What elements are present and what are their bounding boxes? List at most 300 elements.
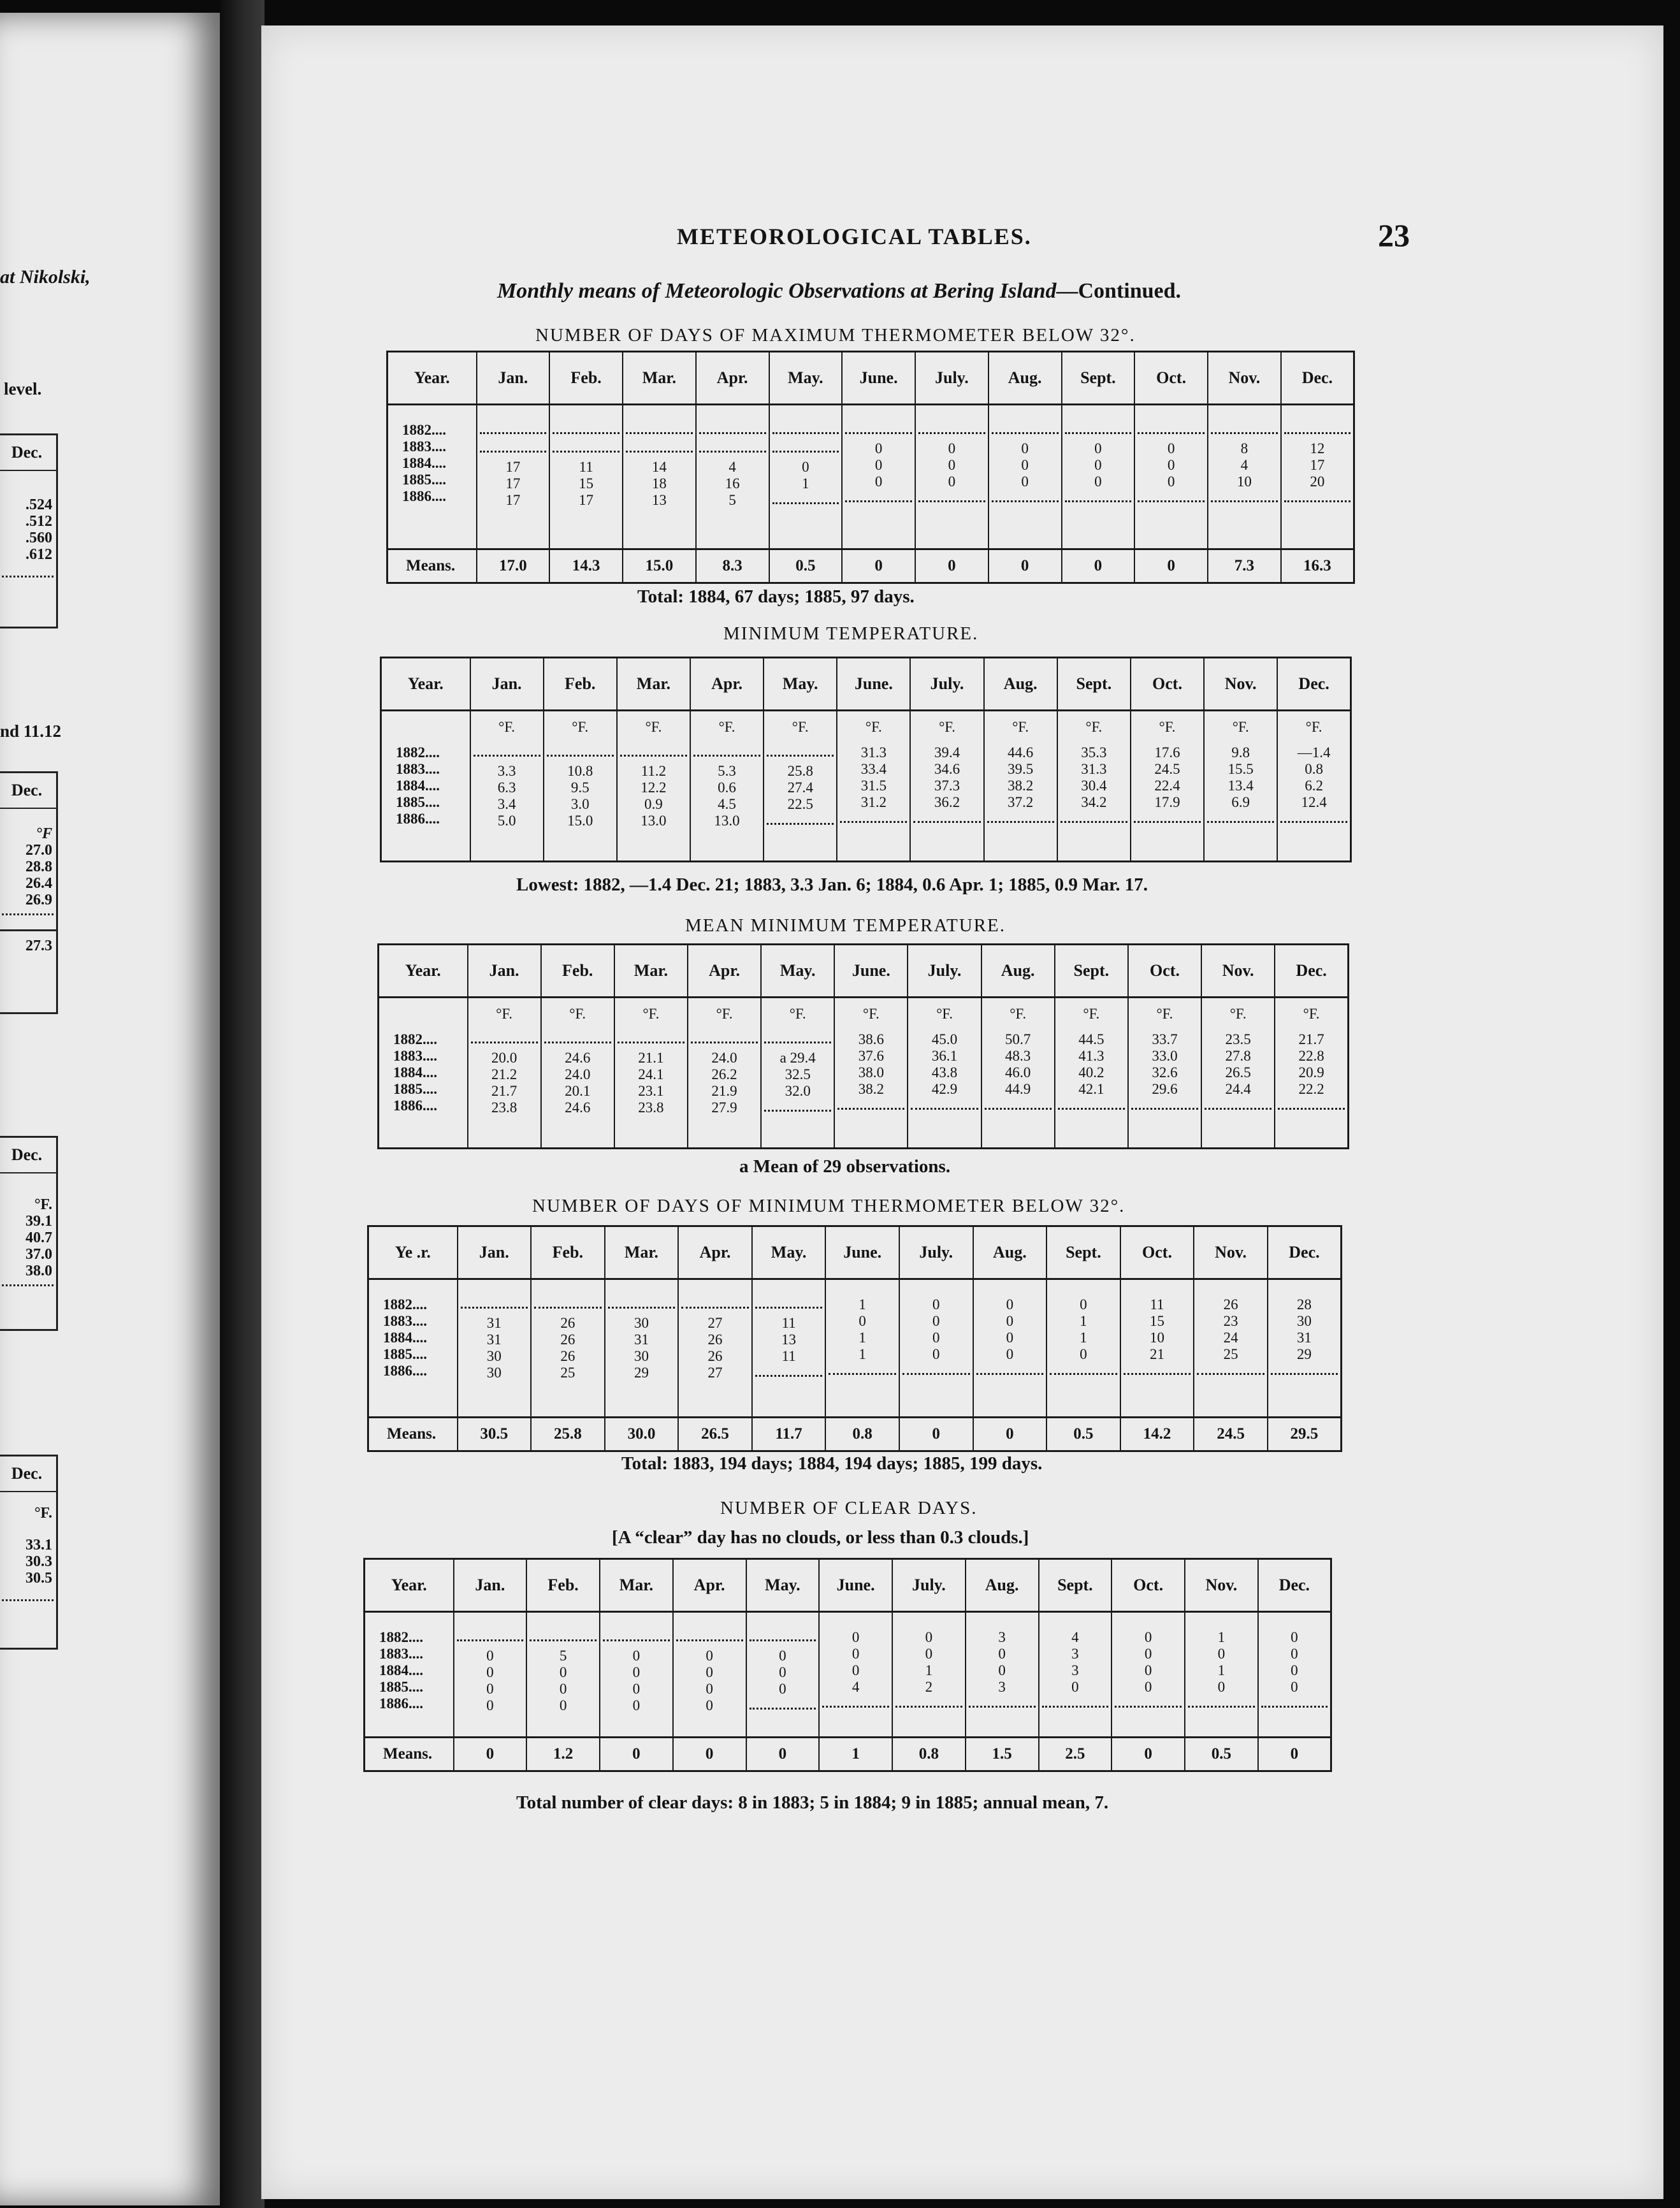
table-cell-value: 16 (725, 476, 740, 491)
table-cell-value: 31 (1296, 1330, 1312, 1346)
table-cell-value (1050, 1363, 1117, 1375)
table-cell-value: 0 (948, 474, 956, 490)
table-cell-value: 0 (851, 1629, 860, 1645)
table-cell-value: 17 (1310, 457, 1325, 473)
table-cell-value: 10.8 (567, 763, 593, 779)
table-footnote: Lowest: 1882, —1.4 Dec. 21; 1883, 3.3 Jan. 6; 1884, 0.6 Apr. 1; 1885, 0.9 Mar. 17. (516, 875, 1148, 895)
table-cell-value (1261, 1696, 1328, 1708)
table-cell-value: 0 (932, 1296, 940, 1312)
unit-label: °F. (569, 1006, 586, 1022)
table-cell-value: 0 (874, 474, 883, 490)
table-cell-value (681, 1296, 749, 1309)
year-label: 1884.... (383, 1330, 427, 1346)
table-cell-value: 44.6 (1008, 744, 1034, 760)
book-page (261, 25, 1663, 2199)
table-cell-value (699, 440, 766, 453)
book-gutter (220, 0, 264, 2208)
month-values-cell (1046, 1279, 1120, 1418)
unit-label: °F. (1010, 1006, 1027, 1022)
table-cell-value (530, 1629, 597, 1641)
month-column-header: Nov. (1201, 945, 1275, 998)
mean-value: 0.5 (1185, 1738, 1258, 1771)
table-cell-value: 13 (651, 492, 667, 508)
table-subtitle: [A “clear” day has no clouds, or less than 0.3 clouds.] (612, 1527, 1029, 1548)
table-cell-value (985, 1098, 1052, 1110)
table-cell-value: 0 (779, 1664, 786, 1680)
year-label: 1886.... (402, 488, 446, 504)
table-cell-value (608, 1296, 676, 1309)
mean-value: 0 (842, 549, 915, 583)
table-cell-value: 0 (559, 1664, 567, 1680)
table-cell-value: 43.8 (931, 1064, 958, 1080)
table-cell-value: 24.1 (638, 1066, 664, 1082)
table-cell-value (992, 490, 1059, 502)
mean-value: 0.5 (769, 549, 843, 583)
table-cell-value: 17 (579, 492, 594, 508)
table-cell-value: 4 (851, 1679, 860, 1695)
month-values-cell (623, 405, 696, 549)
table-title: MEAN MINIMUM TEMPERATURE. (685, 915, 1006, 936)
table-cell-value (755, 1365, 823, 1377)
table-cell-value: 0 (932, 1330, 940, 1346)
table-cell-value (626, 440, 693, 453)
means-row (365, 1738, 1331, 1771)
month-values-cell (910, 711, 983, 862)
table-cell-value (461, 1296, 528, 1309)
table-cell-value (1278, 1098, 1345, 1110)
table-cell-value: 22.2 (1298, 1081, 1324, 1097)
table-cell-value: 1 (802, 476, 809, 491)
table-cell-value: 0 (632, 1681, 641, 1697)
mean-value: 0 (915, 549, 988, 583)
table-cell-value: 5 (728, 492, 736, 508)
table-cell-value: 37.6 (858, 1048, 884, 1064)
table-cell-value: 4.5 (718, 796, 736, 812)
month-values-cell (908, 998, 981, 1149)
table-cell-value: 44.9 (1005, 1081, 1031, 1097)
data-table (367, 1225, 1342, 1452)
unit-label: °F. (1085, 719, 1103, 735)
month-column-header: Sept. (1057, 658, 1131, 711)
table-cell-value: 31 (634, 1332, 649, 1347)
table-cell-value (1188, 1696, 1255, 1708)
year-label: 1885.... (402, 472, 446, 488)
table-cell-value (693, 744, 760, 757)
table-cell-value (553, 422, 619, 434)
table-cell-value (471, 1031, 538, 1043)
table-cell-value: 30.4 (1081, 778, 1107, 794)
year-column-header: Ye .r. (368, 1226, 458, 1279)
table-cell-value: 24.6 (565, 1050, 591, 1066)
unit-label: °F. (1159, 719, 1176, 735)
table-cell-value (1138, 490, 1205, 502)
table-cell-value: 1 (858, 1346, 866, 1362)
month-column-header: July. (910, 658, 983, 711)
mean-value: 0 (973, 1418, 1047, 1451)
table-cell-value (676, 1629, 743, 1641)
unit-label: °F. (789, 1006, 806, 1022)
month-values-cell (468, 998, 541, 1149)
table-cell-value: 20.9 (1298, 1064, 1324, 1080)
month-column-header: July. (915, 352, 988, 405)
table-cell-value: 29 (634, 1365, 649, 1381)
table-title: MINIMUM TEMPERATURE. (723, 623, 979, 644)
month-values-cell (549, 405, 623, 549)
table-cell-value: 0 (1291, 1662, 1298, 1678)
table-cell-value (1271, 1363, 1338, 1375)
month-values-cell (1275, 998, 1348, 1149)
means-row (368, 1418, 1342, 1451)
year-labels-cell (365, 1612, 454, 1738)
table-cell-value: 22.4 (1154, 778, 1180, 794)
year-label: 1884.... (393, 1064, 437, 1080)
table-cell-value: 0 (1144, 1679, 1152, 1695)
month-column-header: Dec. (1275, 945, 1348, 998)
table-cell-value: 0 (1291, 1629, 1298, 1645)
month-column-header: Sept. (1039, 1559, 1112, 1612)
table-cell-value (822, 1696, 889, 1708)
mean-value: 26.5 (678, 1418, 752, 1451)
table-cell-value (1211, 490, 1278, 502)
table-cell-value: 26 (560, 1315, 576, 1331)
year-column-header: Year. (379, 945, 468, 998)
table-cell-value: 5 (559, 1648, 567, 1664)
table-cell-value: 23 (1223, 1313, 1238, 1329)
year-column-header: Year. (365, 1559, 454, 1612)
table-cell-value: 0 (802, 459, 809, 475)
month-values-cell (1208, 405, 1281, 549)
table-cell-value (749, 1629, 816, 1641)
table-cell-value (1284, 422, 1351, 434)
table-cell-value (976, 1363, 1044, 1375)
table-cell-value (618, 1031, 684, 1043)
mean-value: 11.7 (752, 1418, 826, 1451)
mean-value: 0 (454, 1738, 527, 1771)
table-cell-value: 0 (1094, 457, 1102, 473)
table-cell-value: 24.0 (565, 1066, 591, 1082)
table-cell-value: 21 (1149, 1346, 1164, 1362)
year-labels-cell (387, 405, 477, 549)
table-cell-value: 17 (505, 476, 521, 491)
data-table (386, 351, 1355, 584)
table-cell-value: 26 (707, 1348, 723, 1364)
table-cell-value: 10 (1149, 1330, 1164, 1346)
table-cell-value: 0 (1006, 1330, 1014, 1346)
month-column-header: Nov. (1204, 658, 1277, 711)
year-labels-cell (381, 711, 470, 862)
table-cell-value: 26 (707, 1332, 723, 1347)
left-table-value: .560 (25, 530, 52, 546)
table-cell-value: 30 (634, 1348, 649, 1364)
month-values-cell (761, 998, 834, 1149)
table-cell-value: 6.9 (1231, 794, 1250, 810)
month-column-header: June. (819, 1559, 892, 1612)
table-cell-value: 0 (486, 1681, 494, 1697)
month-values-cell (1134, 405, 1208, 549)
table-cell-value: 3 (1071, 1662, 1079, 1678)
data-table (363, 1558, 1332, 1772)
table-cell-value: 0 (706, 1648, 713, 1664)
month-values-cell (752, 1279, 826, 1418)
table-cell-value (902, 1363, 970, 1375)
table-cell-value (1197, 1363, 1264, 1375)
table-cell-value: 34.2 (1081, 794, 1107, 810)
table-cell-value: 12 (1310, 440, 1325, 456)
table-cell-value: 15 (579, 476, 594, 491)
year-label: 1883.... (396, 761, 440, 777)
year-label: 1886.... (396, 811, 440, 827)
table-cell-value (620, 744, 687, 757)
month-column-header: Feb. (549, 352, 623, 405)
left-table-value: 28.8 (25, 859, 52, 875)
table-cell-value: 24.0 (711, 1050, 737, 1066)
table-cell-value (534, 1296, 602, 1309)
table-cell-value (829, 1363, 896, 1375)
table-cell-value: 0 (486, 1697, 494, 1713)
table-cell-value: 0 (851, 1662, 860, 1678)
table-cell-value: 0 (632, 1664, 641, 1680)
table-cell-value (767, 813, 834, 825)
year-label: 1886.... (379, 1696, 423, 1711)
table-cell-value: 0 (779, 1648, 786, 1664)
table-cell-value: 0 (486, 1648, 494, 1664)
month-column-header: Mar. (614, 945, 688, 998)
table-cell-value (457, 1629, 524, 1641)
month-values-cell (1281, 405, 1354, 549)
year-label: 1882.... (383, 1296, 427, 1312)
month-values-cell (819, 1612, 892, 1738)
table-cell-value: 30 (1296, 1313, 1312, 1329)
table-cell-value (772, 492, 839, 504)
table-cell-value: 0 (559, 1697, 567, 1713)
table-cell-value (845, 422, 912, 434)
table-cell-value: 21.2 (491, 1066, 518, 1082)
table-cell-value: 0 (1167, 440, 1175, 456)
table-cell-value: 0 (1144, 1662, 1152, 1678)
table-cell-value (1131, 1098, 1198, 1110)
mean-value: 1 (819, 1738, 892, 1771)
page-subtitle (497, 279, 1181, 303)
table-cell-value (764, 1100, 831, 1112)
month-values-cell (899, 1279, 973, 1418)
table-cell-value (764, 1031, 831, 1043)
means-row (387, 549, 1354, 583)
mean-value: 1.2 (526, 1738, 600, 1771)
table-cell-value: 32.6 (1152, 1064, 1178, 1080)
table-cell-value: 45.0 (931, 1031, 958, 1047)
table-cell-value: 32.5 (785, 1066, 811, 1082)
year-label: 1882.... (402, 422, 446, 438)
table-footnote: Total: 1883, 194 days; 1884, 194 days; 1885, 199 days. (621, 1453, 1043, 1474)
table-title: NUMBER OF DAYS OF MINIMUM THERMOMETER BELOW 32°. (532, 1196, 1126, 1216)
month-values-cell (531, 1279, 605, 1418)
table-cell-value (911, 1098, 978, 1110)
unit-label: °F. (936, 1006, 953, 1022)
subtitle-continued: —Continued. (1056, 279, 1182, 303)
table-cell-value: 3.4 (497, 796, 516, 812)
table-cell-value (1207, 811, 1274, 823)
mean-value: 29.5 (1268, 1418, 1342, 1451)
month-column-header: July. (908, 945, 981, 998)
table-cell-value: 23.8 (491, 1100, 518, 1115)
month-values-cell (454, 1612, 527, 1738)
year-label: 1885.... (379, 1679, 423, 1695)
table-cell-value: 31.5 (860, 778, 887, 794)
month-column-header: Feb. (526, 1559, 600, 1612)
month-column-header: June. (842, 352, 915, 405)
table-cell-value: 36.2 (934, 794, 960, 810)
unit-label: °F. (862, 1006, 880, 1022)
table-cell-value: 34.6 (934, 761, 960, 777)
month-column-header: Aug. (973, 1226, 1047, 1279)
table-cell-value: 0 (706, 1664, 713, 1680)
left-table-value: 30.5 (25, 1570, 52, 1587)
left-table-value: 33.1 (25, 1537, 52, 1553)
month-column-header: Jan. (477, 352, 550, 405)
table-cell-value: 0 (706, 1697, 713, 1713)
table-cell-value (544, 1031, 611, 1043)
month-column-header: Mar. (617, 658, 690, 711)
table-cell-value: 17 (505, 492, 521, 508)
mean-value: 0 (1134, 549, 1208, 583)
table-cell-value: 0.6 (718, 780, 736, 795)
month-values-cell (541, 998, 614, 1149)
table-cell-value: 0 (874, 457, 883, 473)
table-cell-value: 1 (925, 1662, 933, 1678)
table-cell-value: 31 (486, 1332, 502, 1347)
table-cell-value: 0 (632, 1648, 641, 1664)
table-cell-value: 15 (1149, 1313, 1164, 1329)
month-values-cell (1204, 711, 1277, 862)
month-column-header: Nov. (1194, 1226, 1268, 1279)
table-cell-value: 0 (1291, 1646, 1298, 1662)
table-cell-value (699, 422, 766, 434)
month-column-header: Sept. (1055, 945, 1128, 998)
month-column-header: May. (764, 658, 837, 711)
table-footnote: Total: 1884, 67 days; 1885, 97 days. (637, 586, 915, 607)
table-cell-value: 12.4 (1301, 794, 1327, 810)
left-page-table-fragment-1 (0, 433, 58, 628)
year-label: 1886.... (383, 1363, 427, 1379)
table-cell-value: 23.8 (638, 1100, 664, 1115)
left-page-and-fragment: nd 11.12 (0, 722, 62, 741)
unit-label: °F. (1305, 719, 1322, 735)
table-cell-value (845, 490, 912, 502)
table-cell-value (918, 490, 985, 502)
table-cell-value (913, 811, 980, 823)
left-table-header: Dec. (0, 773, 56, 809)
unit-label: °F. (498, 719, 516, 735)
table-cell-value: —1.4 (1297, 744, 1331, 760)
mean-value: 24.5 (1194, 1418, 1268, 1451)
month-values-cell (1185, 1612, 1258, 1738)
table-row (365, 1612, 1331, 1738)
table-cell-value: 46.0 (1005, 1064, 1031, 1080)
left-page-table-fragment-3 (0, 1136, 58, 1331)
year-label: 1884.... (379, 1662, 423, 1678)
table-cell-value: 33.0 (1152, 1048, 1178, 1064)
month-values-cell (617, 711, 690, 862)
table-row (381, 711, 1351, 862)
unit-label: °F. (865, 719, 882, 735)
month-values-cell (690, 711, 764, 862)
mean-value: 0 (988, 549, 1062, 583)
table-cell-value: 1 (1217, 1662, 1226, 1678)
unit-label: °F. (718, 719, 735, 735)
month-values-cell (1131, 711, 1204, 862)
table-cell-value (1124, 1363, 1191, 1375)
table-cell-value: 0 (1291, 1679, 1298, 1695)
left-table-value: 30.3 (25, 1553, 52, 1570)
month-values-cell (842, 405, 915, 549)
table-cell-value: 26.5 (1225, 1064, 1251, 1080)
mean-value: 14.3 (549, 549, 623, 583)
table-cell-value: 0 (1080, 1346, 1087, 1362)
month-column-header: Oct. (1128, 945, 1201, 998)
table-cell-value (969, 1696, 1036, 1708)
table-cell-value: 0 (925, 1646, 933, 1662)
month-values-cell (837, 711, 910, 862)
table-cell-value (749, 1697, 816, 1710)
unit-label: °F. (716, 1006, 733, 1022)
table-cell-value: 0 (1094, 474, 1102, 490)
month-column-header: Apr. (688, 945, 761, 998)
month-column-header: May. (761, 945, 834, 998)
month-column-header: May. (752, 1226, 826, 1279)
month-column-header: June. (834, 945, 908, 998)
table-cell-value (772, 422, 839, 434)
table-cell-value (895, 1696, 962, 1708)
table-cell-value: 29.6 (1152, 1081, 1178, 1097)
means-label: Means. (387, 549, 477, 583)
table-cell-value: 21.9 (711, 1083, 737, 1099)
table-cell-value: 14 (651, 459, 667, 475)
unit-label: °F. (645, 719, 662, 735)
table-cell-value: 6.2 (1305, 778, 1323, 794)
left-page-fragment (0, 13, 220, 2205)
means-label: Means. (368, 1418, 458, 1451)
unit-label: °F. (1229, 1006, 1247, 1022)
table-cell-value: 31.2 (860, 794, 887, 810)
table-cell-value: 3.3 (497, 763, 516, 779)
table-cell-value: 31.3 (860, 744, 887, 760)
table-cell-value: 25.8 (787, 763, 813, 779)
table-cell-value: 15.5 (1227, 761, 1254, 777)
table-cell-value (1061, 811, 1127, 823)
left-table-value: 38.0 (25, 1263, 52, 1279)
table-cell-value (1065, 422, 1132, 434)
table-cell-value: 17.9 (1154, 794, 1180, 810)
month-values-cell (973, 1279, 1047, 1418)
mean-value: 0 (673, 1738, 746, 1771)
table-cell-value: 20.1 (565, 1083, 591, 1099)
unit-label: °F. (496, 1006, 513, 1022)
month-values-cell (688, 998, 761, 1149)
table-cell-value: 0 (632, 1697, 641, 1713)
table-cell-value (840, 811, 907, 823)
means-label: Means. (365, 1738, 454, 1771)
table-cell-value (691, 1031, 758, 1043)
table-cell-value: 30 (486, 1365, 502, 1381)
table-cell-value (1138, 422, 1205, 434)
month-column-header: Dec. (1268, 1226, 1342, 1279)
year-label: 1883.... (383, 1313, 427, 1329)
month-column-header: Nov. (1185, 1559, 1258, 1612)
left-table-header: Dec. (0, 435, 56, 471)
table-cell-value: 26 (560, 1348, 576, 1364)
table-cell-value: 31.3 (1081, 761, 1107, 777)
month-column-header: June. (837, 658, 910, 711)
